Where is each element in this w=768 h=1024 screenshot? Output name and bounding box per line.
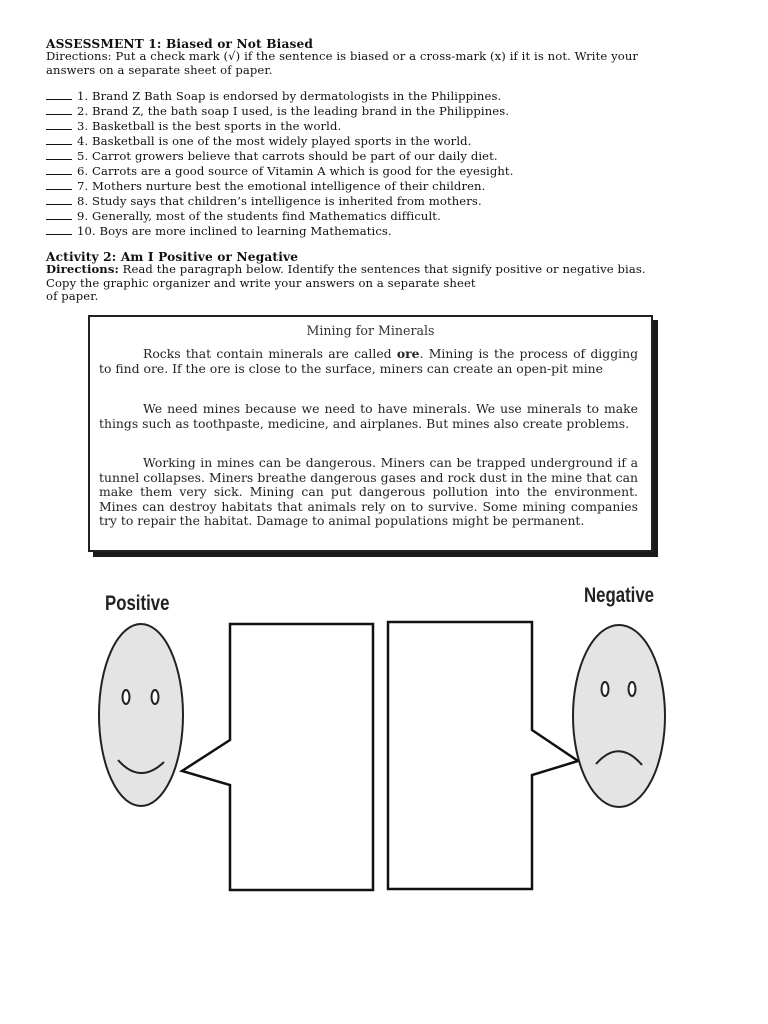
item-text: 10. Boys are more inclined to learning Mathematics. [77,224,392,238]
item-text: 8. Study says that children’s intelligence is inherited from mothers. [77,194,482,208]
positive-answer-box[interactable] [182,624,373,890]
item-text: 9. Generally, most of the students find Mathematics difficult. [77,209,441,223]
negative-label: Negative [584,584,655,607]
p1-text-end: . Mining is the process of digging to find ore. If the ore is close to the surface, miners can create an open-pit mine [99,346,639,376]
negative-answer-box[interactable] [388,622,578,889]
item-text: 2. Brand Z, the bath soap I used, is the leading brand in the Philippines. [77,104,510,118]
p1-text-start: Rocks that contain minerals are called [143,346,397,361]
item-text: 7. Mothers nurture best the emotional intelligence of their children. [77,179,486,193]
item-text: 5. Carrot growers believe that carrots should be part of our daily diet. [77,149,498,163]
item-text: 6. Carrots are a good source of Vitamin A which is good for the eyesight. [77,164,514,178]
happy-face-icon [99,624,183,806]
p1-bold-term: ore [396,346,420,361]
directions-text: Read the paragraph below. Identify the sentences that signify positive or negative bias. [118,262,646,276]
assessment-directions-line2: answers on a separate sheet of paper. [46,62,273,77]
activity-title: Activity 2: Am I Positive or Negative [46,250,299,264]
directions-label: Directions: [46,262,119,276]
reading-paragraph-3: Working in mines can be dangerous. Miners can be trapped underground if a tunnel collapses. Miners breathe dangerous gases and rock dust in the mine that can make them very sick. Mining can put dangerous pollution into the environment. Mines can destroy habitats that animals rely on to survive. Some mining companies try to repair the habitat. Damage to animal populations might be permanent. [99,455,638,529]
assessment-directions-line1: Directions: Put a check mark (√) if the sentence is biased or a cross-mark (x) if it is not. Write your [46,49,639,63]
activity-directions-line2: Copy the graphic organizer and write your answers on a separate sheet [46,275,476,290]
positive-label: Positive [105,592,170,615]
sad-face-icon [573,625,665,807]
reading-paragraph-2: We need mines because we need to have minerals. We use minerals to make things such as toothpaste, medicine, and airplanes. But mines also create problems. [99,401,638,431]
item-text: 3. Basketball is the best sports in the world. [77,119,342,133]
item-text: 4. Basketball is one of the most widely played sports in the world. [77,134,472,148]
reading-title: Mining for Minerals [306,323,435,338]
activity-directions-line3: of paper. [46,289,99,303]
assessment-title: ASSESSMENT 1: Biased or Not Biased [46,37,314,51]
item-text: 1. Brand Z Bath Soap is endorsed by dermatologists in the Philippines. [77,89,502,103]
